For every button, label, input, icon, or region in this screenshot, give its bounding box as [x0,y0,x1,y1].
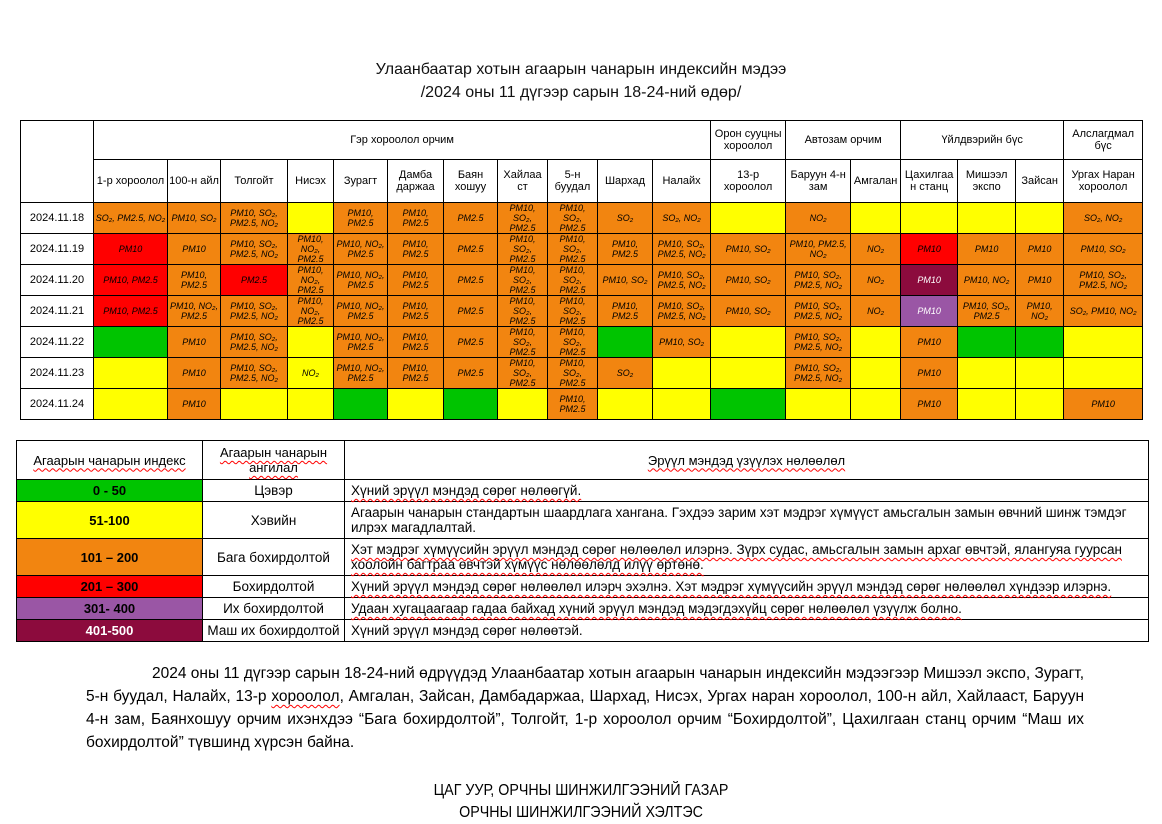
aqi-cell: PM2.5 [444,203,498,234]
aqi-data-row [21,265,1143,296]
legend-description-text: Удаан хугацаагаар гадаа байхад хүний эрүүл мэндэд мэдэгдэхүйц сөрөг нөлөөлөл үзүүлж болно. [351,601,962,616]
legend-class: Хэвийн [203,502,345,539]
aqi-cell: PM10, NO₂, PM2.5 [334,265,388,296]
legend-range: 51-100 [17,502,203,539]
aqi-cell: PM10, SO₂, PM2.5 [498,234,548,265]
legend-header-label: Агаарын чанарын ангилал [219,445,328,475]
aqi-cell: PM10, SO₂ [598,265,653,296]
aqi-group-header: Автозам орчим [786,121,901,160]
column-header: 5-н буудал [548,160,598,203]
aqi-cell: PM10, NO₂, PM2.5 [288,265,334,296]
aqi-cell: PM10, NO₂ [958,265,1016,296]
aqi-cell [851,203,901,234]
aqi-cell: PM10, SO₂, PM2.5 [498,358,548,389]
aqi-cell: PM10, SO₂, PM2.5 [548,358,598,389]
aqi-cell: NO₂ [851,296,901,327]
column-header: Толгойт [221,160,288,203]
aqi-cell: PM10, SO₂, PM2.5, NO₂ [221,327,288,358]
aqi-data-row [21,327,1143,358]
aqi-cell: SO₂, PM10, NO₂ [1064,296,1143,327]
aqi-cell: PM10, SO₂, PM2.5, NO₂ [221,358,288,389]
legend-description [345,539,1149,576]
legend-description [345,598,1149,620]
aqi-cell: PM10 [901,327,958,358]
aqi-cell: PM2.5 [444,234,498,265]
aqi-cell: PM10, SO₂, PM2.5, NO₂ [786,265,851,296]
legend-range: 101 – 200 [17,539,203,576]
aqi-cell: PM10 [958,234,1016,265]
aqi-cell: PM10, SO₂, PM2.5, NO₂ [221,296,288,327]
aqi-cell: PM10, SO₂, PM2.5 [498,203,548,234]
aqi-cell: PM10 [901,234,958,265]
aqi-cell [1016,327,1064,358]
aqi-cell [388,389,444,420]
aqi-cell [498,389,548,420]
summary-text-segment: хороолол [271,688,340,705]
aqi-cell: PM10, PM2.5, NO₂ [786,234,851,265]
legend-range: 0 - 50 [17,480,203,502]
aqi-cell: PM10, SO₂ [711,296,786,327]
aqi-cell: PM10, SO₂, PM2.5 [548,296,598,327]
column-header: Хайлаа ст [498,160,548,203]
legend-header-label: Эрүүл мэндэд үзүүлэх нөлөөлөл [647,452,846,468]
legend-row [17,480,1149,502]
aqi-cell: PM10 [168,234,221,265]
aqi-cell: PM10 [901,296,958,327]
aqi-cell: PM10, PM2.5 [598,234,653,265]
aqi-cell [653,358,711,389]
column-header: Дамба даржаа [388,160,444,203]
aqi-data-row [21,296,1143,327]
aqi-cell: PM2.5 [221,265,288,296]
legend-class: Бохирдолтой [203,576,345,598]
legend-class: Их бохирдолтой [203,598,345,620]
date-cell: 2024.11.18 [21,203,94,234]
aqi-cell: PM10, PM2.5 [168,265,221,296]
aqi-cell: SO₂, PM2.5, NO₂ [94,203,168,234]
aqi-cell [958,389,1016,420]
aqi-cell [1064,358,1143,389]
aqi-cell: NO₂ [851,265,901,296]
aqi-cell: PM10, SO₂ [168,203,221,234]
legend-description [345,502,1149,539]
aqi-cell: PM10, PM2.5 [388,234,444,265]
legend-class: Маш их бохирдолтой [203,620,345,642]
aqi-cell [598,327,653,358]
column-header: 100-н айл [168,160,221,203]
legend-range: 401-500 [17,620,203,642]
column-header: Зайсан [1016,160,1064,203]
legend-header [203,441,345,480]
legend-header [17,441,203,480]
legend-range: 301- 400 [17,598,203,620]
column-header: Цахилгаан станц [901,160,958,203]
aqi-cell: PM10, PM2.5 [388,203,444,234]
column-header: Нисэх [288,160,334,203]
aqi-cell: PM10, PM2.5 [548,389,598,420]
aqi-cell: PM10, SO₂, PM2.5 [548,327,598,358]
date-cell: 2024.11.21 [21,296,94,327]
aqi-cell: PM10 [1016,234,1064,265]
legend-row [17,502,1149,539]
aqi-cell: SO₂, NO₂ [653,203,711,234]
aqi-cell: NO₂ [288,358,334,389]
aqi-cell [288,389,334,420]
aqi-cell: PM10, SO₂ [653,327,711,358]
date-cell: 2024.11.19 [21,234,94,265]
summary-text-segment: 2024 оны 11 дүгээр сарын 18-24-ний өдрүүдэд Улаанбаатар хотын агаарын чанарын индексийн мэдээгээр Мишээл экспо, Зурагт, 5-н буудал, Налайх, 13-р [86,665,1084,705]
column-header: Зурагт [334,160,388,203]
aqi-cell: PM10, SO₂, PM2.5, NO₂ [653,265,711,296]
aqi-legend-table [16,440,1149,642]
legend-description-text: Хүний эрүүл мэндэд сөрөг нөлөөгүй. [351,483,582,498]
aqi-column-header-row [21,160,1143,203]
aqi-cell: PM10, PM2.5 [94,296,168,327]
aqi-cell: SO₂ [598,358,653,389]
aqi-cell [851,327,901,358]
aqi-cell: PM10, SO₂, PM2.5 [548,234,598,265]
aqi-cell: PM10, PM2.5 [388,327,444,358]
aqi-cell: PM10, PM2.5 [388,358,444,389]
page-subtitle: /2024 оны 11 дүгээр сарын 18-24-ний өдөр/ [420,84,742,101]
aqi-cell [334,389,388,420]
aqi-cell: PM10, SO₂, PM2.5 [548,203,598,234]
aqi-group-header: Орон сууцны хороолол [711,121,786,160]
column-header: 1-р хороолол [94,160,168,203]
aqi-cell: PM10, NO₂, PM2.5 [334,296,388,327]
aqi-cell: PM10 [901,265,958,296]
aqi-corner-cell [21,121,94,203]
footer-org [46,780,1115,824]
aqi-cell: PM10, PM2.5 [598,296,653,327]
aqi-cell [901,203,958,234]
legend-description-text: Хэт мэдрэг хүмүүсийн эрүүл мэндэд сөрөг нөлөөлөл илэрнэ. Зүрх судас, амьсгалын замын архаг өвчтэй, ялангуяа гуурсан хоолойн багтраа өвчтэй хүмүүс нөлөөлөлд илүү өртөнө. [351,542,1122,572]
aqi-data-row [21,358,1143,389]
legend-description-text: Агаарын чанарын стандартын шаардлага хангана. Гэхдээ зарим хэт мэдрэг хүмүүст амьсгалын замын өвчний шинж тэмдэг илрэх магадлалтай. [351,505,1127,535]
date-cell: 2024.11.23 [21,358,94,389]
aqi-cell: PM10, SO₂, PM2.5, NO₂ [786,296,851,327]
aqi-cell: PM10, NO₂, PM2.5 [334,358,388,389]
legend-description-text: Хүний эрүүл мэндэд сөрөг нөлөөлөл илэрч эхэлнэ. Хэт мэдрэг хүмүүсийн эрүүл мэндэд сөрөг нөлөөлөл хүндээр илэрнэ. [351,579,1112,594]
summary-text-segment: , Амгалан, Зайсан, Дамбадаржаа, Шархад, Нисэх, Ургах наран хороолол, 100-н айл, Хайлааст, Баруун 4-н зам, Баянхошуу орчим ихэнхдээ “Бага бохирдолтой”, Толгойт, 1-р хороолол орчим “Бохирдолтой”, Цахилгаан станц орчим “Маш их бохирдолтой” түвшинд хүрсэн байна. [86,688,1085,751]
aqi-cell: PM10 [94,234,168,265]
aqi-cell [288,203,334,234]
column-header: Ургах Наран хороолол [1064,160,1143,203]
aqi-cell: PM2.5 [444,296,498,327]
summary-paragraph [86,662,1084,754]
aqi-cell: PM2.5 [444,327,498,358]
aqi-cell: PM10, PM2.5 [388,296,444,327]
aqi-cell: SO₂ [598,203,653,234]
column-header: Мишээл экспо [958,160,1016,203]
aqi-table [20,120,1143,420]
aqi-cell: PM10, SO₂, PM2.5, NO₂ [221,234,288,265]
aqi-cell: PM10, SO₂ [711,265,786,296]
column-header: 13-р хороолол [711,160,786,203]
legend-header [345,441,1149,480]
legend-header-row [17,441,1149,480]
legend-description [345,480,1149,502]
aqi-cell [711,327,786,358]
aqi-cell [1016,389,1064,420]
date-cell: 2024.11.22 [21,327,94,358]
aqi-cell: PM10, SO₂, PM2.5 [498,327,548,358]
aqi-cell [711,203,786,234]
aqi-cell: PM10, SO₂, PM2.5 [498,296,548,327]
aqi-cell: PM10, NO₂, PM2.5 [288,296,334,327]
aqi-cell: PM10, SO₂, PM2.5 [958,296,1016,327]
aqi-cell: PM10 [168,389,221,420]
aqi-cell [711,389,786,420]
aqi-cell: PM10, SO₂, PM2.5, NO₂ [786,327,851,358]
page-title-block [0,0,1162,104]
aqi-cell [1016,203,1064,234]
aqi-cell [711,358,786,389]
aqi-cell: PM2.5 [444,265,498,296]
aqi-data-row [21,203,1143,234]
aqi-cell: PM10, SO₂, PM2.5, NO₂ [786,358,851,389]
aqi-cell: PM10 [1016,265,1064,296]
aqi-cell: PM2.5 [444,358,498,389]
legend-description [345,620,1149,642]
aqi-cell: PM10, SO₂, PM2.5, NO₂ [653,296,711,327]
column-header: Налайх [653,160,711,203]
aqi-cell [851,358,901,389]
aqi-cell [94,358,168,389]
legend-row [17,576,1149,598]
aqi-cell [221,389,288,420]
legend-range: 201 – 300 [17,576,203,598]
aqi-cell [598,389,653,420]
aqi-cell [94,327,168,358]
aqi-cell: PM10, PM2.5 [334,203,388,234]
aqi-cell: PM10, NO₂, PM2.5 [288,234,334,265]
aqi-cell: PM10, SO₂, PM2.5, NO₂ [1064,265,1143,296]
aqi-data-row [21,234,1143,265]
aqi-cell [653,389,711,420]
legend-row [17,539,1149,576]
aqi-cell: PM10 [168,358,221,389]
aqi-cell [288,327,334,358]
aqi-group-header: Алслагдмал бүс [1064,121,1143,160]
aqi-cell: PM10, SO₂, PM2.5, NO₂ [221,203,288,234]
aqi-cell: PM10, NO₂, PM2.5 [168,296,221,327]
aqi-cell [1016,358,1064,389]
legend-row [17,598,1149,620]
aqi-cell [958,327,1016,358]
aqi-cell: PM10 [901,389,958,420]
column-header: Амгалан [851,160,901,203]
aqi-cell: PM10, PM2.5 [94,265,168,296]
legend-row [17,620,1149,642]
aqi-cell: PM10 [901,358,958,389]
aqi-cell: PM10, SO₂, PM2.5 [548,265,598,296]
legend-class: Бага бохирдолтой [203,539,345,576]
aqi-cell: PM10 [1064,389,1143,420]
date-cell: 2024.11.20 [21,265,94,296]
aqi-cell: PM10, NO₂ [1016,296,1064,327]
column-header: Баруун 4-н зам [786,160,851,203]
date-cell: 2024.11.24 [21,389,94,420]
footer-org-line1: ЦАГ УУР, ОРЧНЫ ШИНЖИЛГЭЭНИЙ ГАЗАР [433,782,729,799]
aqi-cell [94,389,168,420]
aqi-cell: PM10, NO₂, PM2.5 [334,327,388,358]
aqi-cell [786,389,851,420]
aqi-cell: NO₂ [851,234,901,265]
aqi-group-header-row [21,121,1143,160]
aqi-cell [958,203,1016,234]
aqi-data-row [21,389,1143,420]
footer-org-line2: ОРЧНЫ ШИНЖИЛГЭЭНИЙ ХЭЛТЭС [459,804,703,821]
aqi-cell: PM10, PM2.5 [388,265,444,296]
aqi-cell [444,389,498,420]
legend-description-text: Хүний эрүүл мэндэд сөрөг нөлөөтэй. [351,623,583,638]
column-header: Шархад [598,160,653,203]
legend-description [345,576,1149,598]
page-title: Улаанбаатар хотын агаарын чанарын индексийн мэдээ [375,61,787,78]
aqi-cell: PM10, SO₂, PM2.5 [498,265,548,296]
aqi-cell: PM10 [168,327,221,358]
column-header: Баян хошуу [444,160,498,203]
aqi-cell [1064,327,1143,358]
aqi-cell: PM10, NO₂, PM2.5 [334,234,388,265]
aqi-cell [851,389,901,420]
aqi-group-header: Гэр хороолол орчим [94,121,711,160]
legend-class: Цэвэр [203,480,345,502]
aqi-cell: NO₂ [786,203,851,234]
aqi-cell: SO₂, NO₂ [1064,203,1143,234]
aqi-cell: PM10, SO₂ [711,234,786,265]
legend-header-label: Агаарын чанарын индекс [33,452,186,468]
aqi-cell [958,358,1016,389]
aqi-group-header: Үйлдвэрийн бүс [901,121,1064,160]
aqi-cell: PM10, SO₂, PM2.5, NO₂ [653,234,711,265]
aqi-cell: PM10, SO₂ [1064,234,1143,265]
